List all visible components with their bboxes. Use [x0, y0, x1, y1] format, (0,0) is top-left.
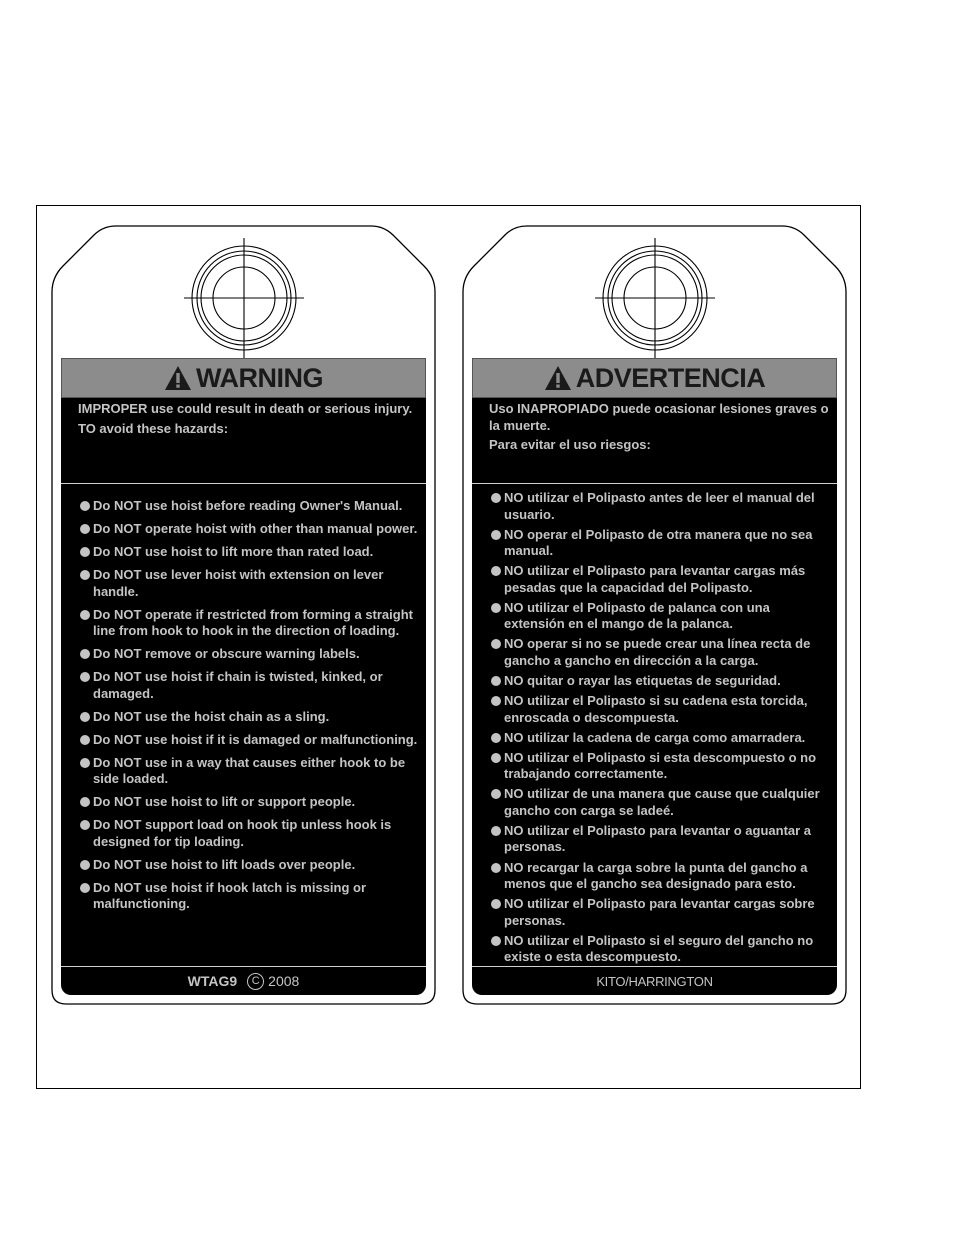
warning-triangle-icon [164, 365, 192, 391]
divider [61, 966, 426, 967]
list-item: Do NOT support load on hook tip unless hook is designed for tip loading. [78, 817, 418, 850]
advertencia-header [472, 358, 837, 398]
warning-body [61, 398, 426, 995]
advertencia-intro-line: Uso INAPROPIADO puede ocasionar lesiones graves o la muerte. [489, 401, 829, 433]
list-item: Do NOT use the hoist chain as a sling. [78, 709, 418, 726]
list-item: NO quitar o rayar las etiquetas de seguridad. [489, 673, 829, 690]
list-item: NO utilizar el Polipasto si su cadena esta torcida, enroscada o descompuesta. [489, 693, 829, 726]
warning-triangle-icon [544, 365, 572, 391]
warning-footer [61, 969, 426, 993]
brand-name: KITO/HARRINGTON [596, 973, 713, 989]
warning-intro [78, 401, 418, 440]
list-item: NO utilizar el Polipasto de palanca con una extensión en el mango de la palanca. [489, 600, 829, 633]
advertencia-footer [472, 969, 837, 993]
list-item: Do NOT use hoist if chain is twisted, kinked, or damaged. [78, 669, 418, 702]
list-item: NO utilizar el Polipasto para levantar cargas sobre personas. [489, 896, 829, 929]
list-item: Do NOT use hoist before reading Owner's Manual. [78, 498, 418, 515]
list-item: NO utilizar el Polipasto para levantar cargas más pesadas que la capacidad del Polipasto. [489, 563, 829, 596]
list-item: NO operar el Polipasto de otra manera que no sea manual. [489, 527, 829, 560]
advertencia-intro [489, 401, 829, 457]
list-item: Do NOT operate if restricted from forming a straight line from hook to hook in the direction of loading. [78, 607, 418, 640]
list-item: NO utilizar el Polipasto si esta descompuesto o no trabajando correctamente. [489, 750, 829, 783]
tag-code: WTAG9 [187, 973, 238, 989]
divider [61, 483, 426, 484]
list-item: Do NOT use hoist to lift more than rated load. [78, 544, 418, 561]
warning-tag [50, 224, 437, 1006]
advertencia-title: ADVERTENCIA [575, 362, 766, 393]
list-item: Do NOT use hoist if hook latch is missing or malfunctioning. [78, 880, 418, 913]
list-item: Do NOT remove or obscure warning labels. [78, 646, 418, 663]
warning-hazard-list [78, 498, 418, 919]
divider [472, 966, 837, 967]
advertencia-intro-line: Para evitar el uso riesgos: [489, 437, 651, 452]
list-item: NO operar si no se puede crear una línea recta de gancho a gancho en dirección a la carga. [489, 636, 829, 669]
warning-intro-line: IMPROPER use could result in death or serious injury. [78, 401, 413, 416]
list-item: NO utilizar el Polipasto para levantar o aguantar a personas. [489, 823, 829, 856]
warning-title: WARNING [196, 362, 323, 393]
list-item: NO utilizar la cadena de carga como amarradera. [489, 730, 829, 747]
advertencia-tag [461, 224, 848, 1006]
divider [472, 483, 837, 484]
list-item: NO utilizar el Polipasto si el seguro del gancho no existe o esta descompuesto. [489, 933, 829, 966]
advertencia-hazard-list [489, 490, 829, 969]
advertencia-body [472, 398, 837, 995]
list-item: Do NOT use in a way that causes either hook to be side loaded. [78, 755, 418, 788]
warning-intro-line: TO avoid these hazards: [78, 420, 229, 436]
copyright-icon: C [247, 973, 264, 990]
list-item: Do NOT use hoist if it is damaged or malfunctioning. [78, 732, 418, 749]
list-item: NO utilizar el Polipasto antes de leer el manual del usuario. [489, 490, 829, 523]
list-item: Do NOT use lever hoist with extension on lever handle. [78, 567, 418, 600]
warning-header [61, 358, 426, 398]
list-item: Do NOT use hoist to lift loads over people. [78, 857, 418, 874]
list-item: NO utilizar de una manera que cause que cualquier gancho con carga se ladeé. [489, 786, 829, 819]
list-item: NO recargar la carga sobre la punta del gancho a menos que el gancho sea designado para esto. [489, 860, 829, 893]
list-item: Do NOT operate hoist with other than manual power. [78, 521, 418, 538]
copyright-year: 2008 [268, 973, 300, 989]
list-item: Do NOT use hoist to lift or support people. [78, 794, 418, 811]
